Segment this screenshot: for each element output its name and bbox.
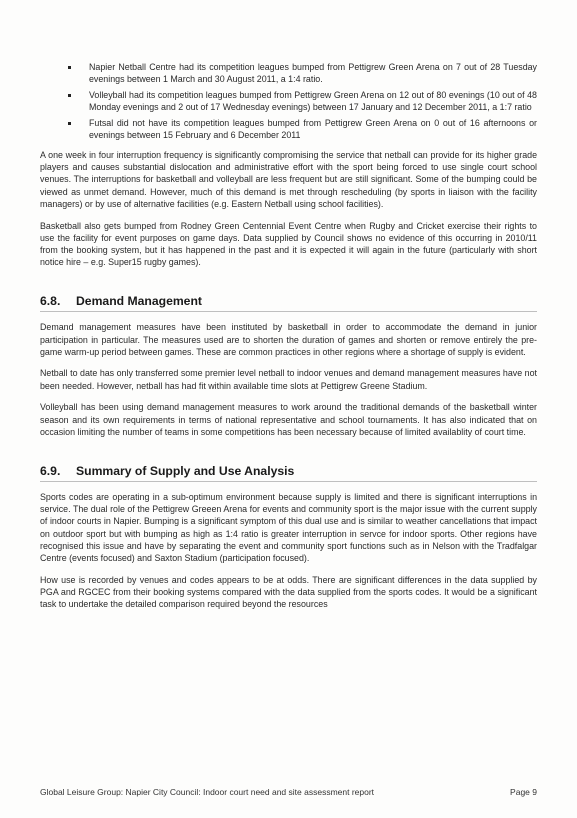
section-number: 6.9.	[40, 463, 61, 478]
section-demand-management	[40, 294, 537, 438]
paragraph: Netball to date has only transferred some premier level netball to indoor venues and demand management measures have not been needed. However, netball has had fit within available time slots at Pettigrew Greene Stadium.	[40, 368, 537, 391]
page-content	[40, 62, 537, 620]
paragraph: How use is recorded by venues and codes appears to be at odds. There are significant differences in the data supplied by PGA and RGCEC from their booking systems compared with the data supplied from the sports codes. It would be a significant task to undertake the detailed comparison required beyond the resources	[40, 574, 537, 610]
page-footer	[40, 787, 537, 797]
list-item: Volleyball had its competition leagues bumped from Pettigrew Green Arena on 12 out of 80 evenings (10 out of 48 Monday evenings and 2 out of 17 Wednesday evenings) between 17 January and 12 December 2011, a 1:7 ratio	[40, 90, 537, 113]
section-title: Summary of Supply and Use Analysis	[76, 463, 295, 478]
bumping-bullet-list	[40, 62, 537, 141]
bullet-square-icon	[68, 94, 71, 97]
paragraph: Sports codes are operating in a sub-optimum environment because supply is limited and there is significant interruptions in service. The dual role of the Pettigrew Greeen Arena for events and community sport is the major issue with the current supply of indoor courts in Napier. Bumping is a significant symptom of this dual use and is similar to weather cancellations that impact on outdoor sport but with bumping as high as 1:4 ratio is greater interruption in servce for indoor sports. Other regions have recognised this issue and have by separating the event and community sport functions such as in Nelson with the Tradfalgar Centre (events focused) and Saxton Stadium (participation focused).	[40, 491, 537, 563]
page-number: Page 9	[510, 787, 537, 797]
paragraph: Basketball also gets bumped from Rodney Green Centennial Event Centre when Rugby and Cricket exercise their rights to use the facility for event purposes on game days. Data supplied by Council shows no evidence of this occurring in 2010/11 from the booking system, but it has happened in the past and it is expected it will again in the future (particularly with short notice hire – e.g. Super15 rugby games).	[40, 220, 537, 268]
section-heading	[40, 294, 537, 312]
list-item: Futsal did not have its competition leagues bumped from Pettigrew Green Arena on 0 out of 16 afternoons or evenings between 15 February and 6 December 2011	[40, 118, 537, 141]
paragraph: Volleyball has been using demand management measures to work around the traditional demands of the basketball winter season and its own requirements in terms of national representative and school tournaments. It has also indicated that on occasion limiting the number of teams in some competitions has been necessary because of limited availablity of court time.	[40, 402, 537, 437]
section-number: 6.8.	[40, 294, 61, 309]
bullet-square-icon	[68, 122, 71, 125]
paragraph: A one week in four interruption frequency is significantly compromising the service that netball can provide for its higher grade players and causes substantial dislocation and administrative effort with the sport being forced to use single court school venues. The interruptions for basketball and volleyball are less frequent but are still significant. Some of the bumping could be viewed as unmet demand. However, much of this demand is met through rescheduling (by sports in liaison with the facility managers) or by use of alternative facilities (e.g. Eastern Netball using school facilities).	[40, 150, 537, 209]
list-item: Napier Netball Centre had its competition leagues bumped from Pettigrew Green Arena on 7 out of 28 Tuesday evenings between 1 March and 30 August 2011, a 1:4 ratio.	[40, 62, 537, 85]
footer-report-title: Global Leisure Group: Napier City Council: Indoor court need and site assessment report	[40, 787, 375, 797]
paragraph: Demand management measures have been instituted by basketball in order to accommodate the demand in junior participation in particular. The measures used are to shorten the duration of games and shorten or remove entirely the pre-game warm-up period between games. These are common practices in other regions where a shortage of supply is evident.	[40, 322, 537, 357]
section-summary-supply-use	[40, 464, 537, 610]
section-title: Demand Management	[76, 294, 202, 309]
section-heading	[40, 464, 537, 482]
bullet-square-icon	[68, 66, 71, 69]
